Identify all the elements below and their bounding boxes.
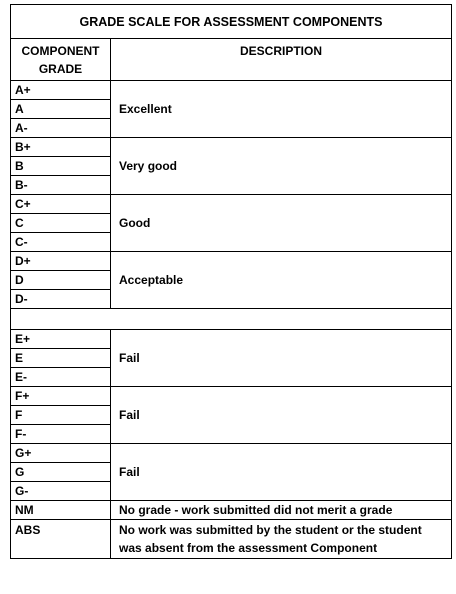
grade-code: D- <box>11 290 111 309</box>
grade-description: No grade - work submitted did not merit a grade <box>111 501 452 520</box>
table-row <box>11 387 452 406</box>
component-grade-header: COMPONENT GRADE <box>11 39 111 81</box>
grade-code: B- <box>11 176 111 195</box>
table-title: GRADE SCALE FOR ASSESSMENT COMPONENTS <box>11 5 452 39</box>
grade-code: B <box>11 157 111 176</box>
table-row <box>11 501 452 520</box>
grade-code: E- <box>11 368 111 387</box>
grade-description: Acceptable <box>111 252 452 309</box>
grade-description: No work was submitted by the student or the student was absent from the assessment Component <box>111 520 452 559</box>
grade-code: E+ <box>11 330 111 349</box>
separator-cell <box>11 309 452 330</box>
separator-row <box>11 309 452 330</box>
grade-code: G <box>11 463 111 482</box>
table-row <box>11 520 452 559</box>
grade-code: F <box>11 406 111 425</box>
grade-description: Excellent <box>111 81 452 138</box>
grade-code: E <box>11 349 111 368</box>
grade-code: B+ <box>11 138 111 157</box>
grade-code: G- <box>11 482 111 501</box>
grade-scale-table <box>10 4 452 559</box>
grade-description: Fail <box>111 387 452 444</box>
grade-code: C+ <box>11 195 111 214</box>
grade-code: F- <box>11 425 111 444</box>
grade-description: Fail <box>111 330 452 387</box>
grade-description: Very good <box>111 138 452 195</box>
grade-code: C- <box>11 233 111 252</box>
grade-code: F+ <box>11 387 111 406</box>
grade-code: C <box>11 214 111 233</box>
table-row <box>11 81 452 100</box>
grade-code: ABS <box>11 520 111 559</box>
grade-description: Good <box>111 195 452 252</box>
grade-code: D+ <box>11 252 111 271</box>
table-row <box>11 195 452 214</box>
grade-code: A <box>11 100 111 119</box>
description-header: DESCRIPTION <box>111 39 452 81</box>
grade-code: A+ <box>11 81 111 100</box>
grade-code: G+ <box>11 444 111 463</box>
grade-code: NM <box>11 501 111 520</box>
table-title-row <box>11 5 452 39</box>
table-header-row <box>11 39 452 81</box>
table-row <box>11 138 452 157</box>
table-row <box>11 330 452 349</box>
grade-code: A- <box>11 119 111 138</box>
grade-description: Fail <box>111 444 452 501</box>
grade-code: D <box>11 271 111 290</box>
table-row <box>11 252 452 271</box>
table-row <box>11 444 452 463</box>
